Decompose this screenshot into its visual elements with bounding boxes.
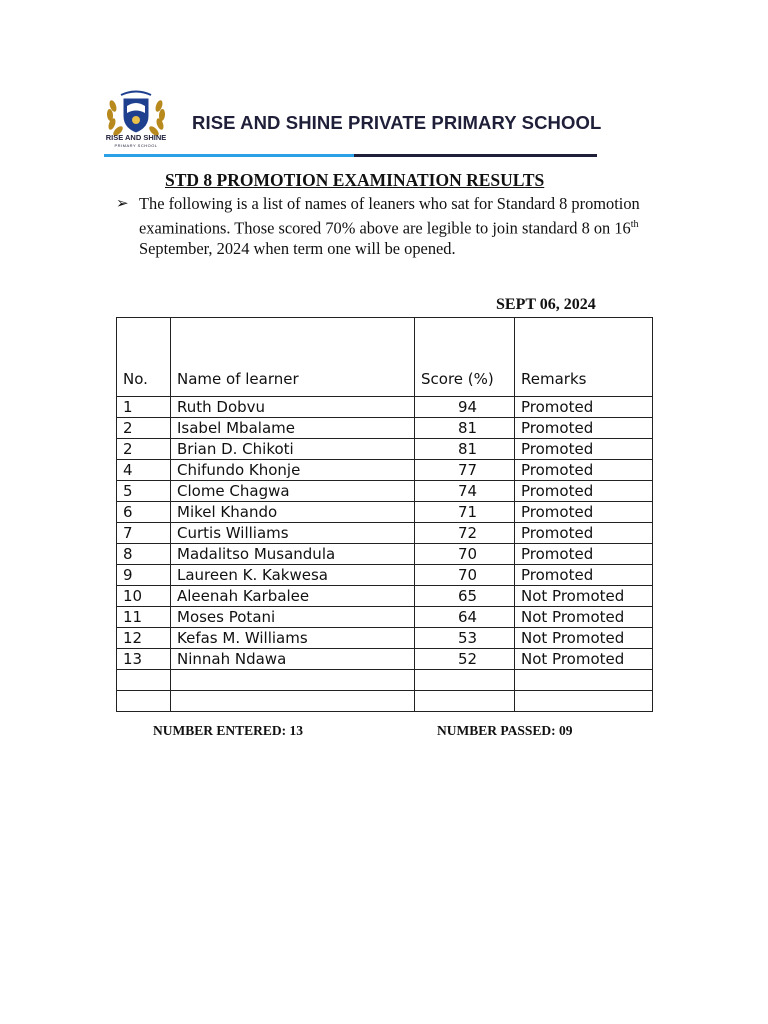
table-row — [117, 397, 653, 418]
table-row — [117, 586, 653, 607]
document-title: STD 8 PROMOTION EXAMINATION RESULTS — [165, 170, 545, 190]
table-row — [117, 481, 653, 502]
cell-name — [171, 670, 415, 691]
table-row — [117, 460, 653, 481]
table-row — [117, 544, 653, 565]
cell-score: 71 — [415, 502, 515, 523]
cell-no: 10 — [117, 586, 171, 607]
number-passed: NUMBER PASSED: 09 — [437, 723, 573, 738]
cell-remarks — [515, 691, 653, 712]
cell-no: 4 — [117, 460, 171, 481]
intro-text-end: September, 2024 when term one will be opened. — [139, 239, 456, 259]
cell-name: Ruth Dobvu — [171, 397, 415, 418]
cell-name: Mikel Khando — [171, 502, 415, 523]
cell-score: 52 — [415, 649, 515, 670]
cell-name: Isabel Mbalame — [171, 418, 415, 439]
cell-name: Moses Potani — [171, 607, 415, 628]
cell-remarks: Promoted — [515, 502, 653, 523]
logo-text: RISE AND SHINE — [105, 133, 167, 142]
cell-name: Chifundo Khonje — [171, 460, 415, 481]
intro-paragraph — [139, 193, 679, 259]
header-remarks: Remarks — [515, 318, 653, 397]
header-rule-dark — [354, 154, 597, 157]
cell-remarks: Promoted — [515, 397, 653, 418]
cell-remarks: Promoted — [515, 439, 653, 460]
cell-name: Madalitso Musandula — [171, 544, 415, 565]
logo-subtext: PRIMARY SCHOOL — [114, 143, 158, 148]
cell-no: 8 — [117, 544, 171, 565]
cell-remarks: Not Promoted — [515, 607, 653, 628]
cell-no: 7 — [117, 523, 171, 544]
cell-score — [415, 670, 515, 691]
cell-no — [117, 670, 171, 691]
cell-no: 5 — [117, 481, 171, 502]
cell-name: Laureen K. Kakwesa — [171, 565, 415, 586]
cell-score: 64 — [415, 607, 515, 628]
cell-name: Clome Chagwa — [171, 481, 415, 502]
header-name: Name of learner — [171, 318, 415, 397]
cell-score: 72 — [415, 523, 515, 544]
cell-remarks: Not Promoted — [515, 649, 653, 670]
cell-no: 9 — [117, 565, 171, 586]
cell-score: 70 — [415, 565, 515, 586]
table-row — [117, 691, 653, 712]
cell-score: 77 — [415, 460, 515, 481]
table-row — [117, 439, 653, 460]
cell-score: 65 — [415, 586, 515, 607]
cell-no — [117, 691, 171, 712]
intro-superscript: th — [630, 219, 639, 230]
cell-no: 12 — [117, 628, 171, 649]
results-date: SEPT 06, 2024 — [496, 296, 596, 313]
cell-name: Brian D. Chikoti — [171, 439, 415, 460]
cell-remarks: Promoted — [515, 460, 653, 481]
results-table — [116, 317, 653, 712]
number-entered: NUMBER ENTERED: 13 — [153, 723, 304, 738]
table-row — [117, 565, 653, 586]
cell-no: 11 — [117, 607, 171, 628]
cell-score: 81 — [415, 439, 515, 460]
table-header-row — [117, 318, 653, 397]
intro-text-start: The following is a list of names of leaners who sat for Standard 8 promotion examinations. Those scored 70% above are legible to join standard 8 on 16 — [139, 194, 640, 238]
cell-score: 81 — [415, 418, 515, 439]
cell-no: 2 — [117, 418, 171, 439]
table-row — [117, 418, 653, 439]
cell-remarks: Promoted — [515, 565, 653, 586]
school-name: RISE AND SHINE PRIVATE PRIMARY SCHOOL — [192, 112, 602, 133]
table-row — [117, 649, 653, 670]
cell-remarks: Promoted — [515, 544, 653, 565]
table-row — [117, 502, 653, 523]
cell-no: 2 — [117, 439, 171, 460]
cell-remarks: Promoted — [515, 418, 653, 439]
table-row — [117, 523, 653, 544]
bullet-arrow-icon: ➢ — [116, 196, 129, 212]
cell-score: 70 — [415, 544, 515, 565]
cell-remarks — [515, 670, 653, 691]
table-row — [117, 607, 653, 628]
cell-name — [171, 691, 415, 712]
cell-score: 94 — [415, 397, 515, 418]
cell-name: Aleenah Karbalee — [171, 586, 415, 607]
school-logo — [101, 86, 171, 156]
cell-name: Kefas M. Williams — [171, 628, 415, 649]
header-no: No. — [117, 318, 171, 397]
cell-no: 6 — [117, 502, 171, 523]
cell-remarks: Not Promoted — [515, 628, 653, 649]
cell-name: Curtis Williams — [171, 523, 415, 544]
cell-name: Ninnah Ndawa — [171, 649, 415, 670]
table-row — [117, 628, 653, 649]
table-row — [117, 670, 653, 691]
cell-score: 53 — [415, 628, 515, 649]
header-rule-blue — [104, 154, 354, 157]
cell-score — [415, 691, 515, 712]
cell-no: 13 — [117, 649, 171, 670]
cell-remarks: Promoted — [515, 523, 653, 544]
header-score: Score (%) — [415, 318, 515, 397]
cell-no: 1 — [117, 397, 171, 418]
cell-remarks: Promoted — [515, 481, 653, 502]
cell-remarks: Not Promoted — [515, 586, 653, 607]
cell-score: 74 — [415, 481, 515, 502]
